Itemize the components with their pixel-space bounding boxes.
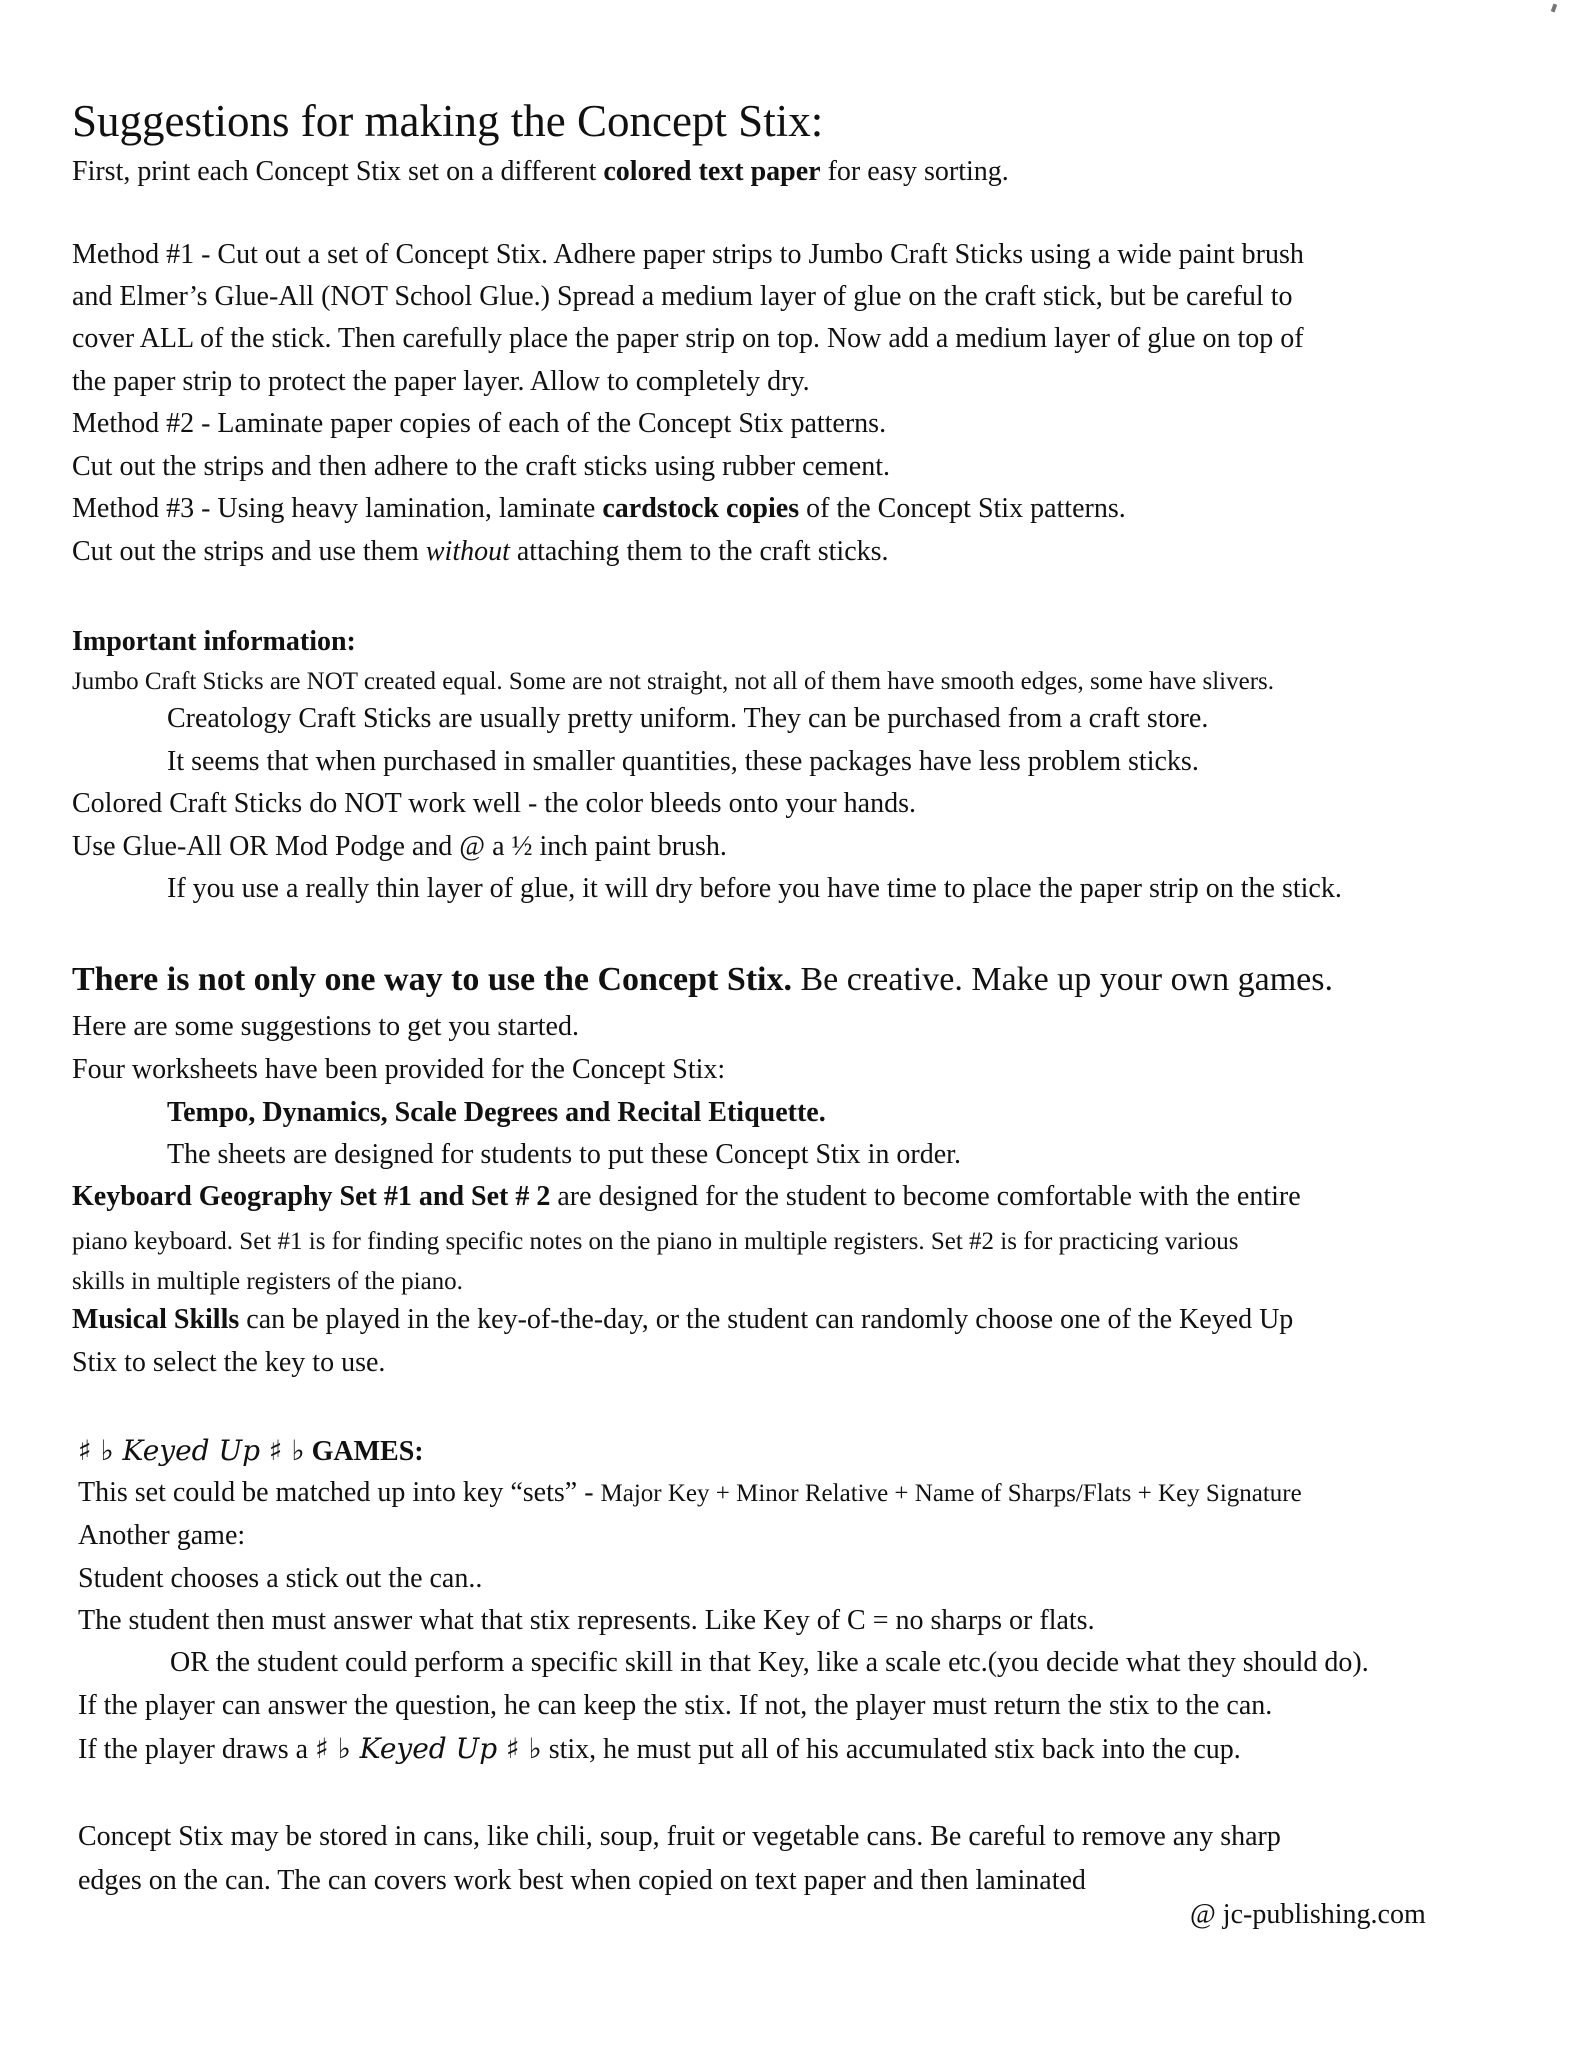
usage-line5-rest: are designed for the student to become comfortable with the entire — [550, 1181, 1301, 1212]
musical-skills-bold: Musical Skills — [72, 1304, 240, 1335]
games-heading-text: GAMES: — [304, 1436, 424, 1467]
keyboard-geography-bold: Keyboard Geography Set #1 and Set # 2 — [72, 1181, 551, 1212]
intro-bold: colored text paper — [603, 156, 821, 187]
usage-line8-rest: can be played in the key-of-the-day, or the student can randomly choose one of the Keyed Up — [239, 1304, 1294, 1335]
games-line6: If the player can answer the question, he can keep the stix. If not, the player must return the stix to the can. — [78, 1690, 1273, 1721]
games-line7 — [78, 1732, 1241, 1767]
storage-line1: Concept Stix may be stored in cans, like chili, soup, fruit or vegetable cans. Be careful to remove any sharp — [78, 1821, 1281, 1852]
important-line6: If you use a really thin layer of glue, it will dry before you have time to place the paper strip on the stick. — [167, 873, 1342, 904]
method3-line2-text: Cut out the strips and use them — [72, 536, 426, 567]
method1-line3: cover ALL of the stick. Then carefully place the paper strip on top. Now add a medium layer of glue on top of — [72, 323, 1304, 354]
usage-line8 — [72, 1303, 1293, 1337]
usage-line9: Stix to select the key to use. — [72, 1347, 386, 1378]
usage-line4: The sheets are designed for students to put these Concept Stix in order. — [167, 1139, 961, 1170]
intro-text-end: for easy sorting. — [820, 156, 1009, 187]
games-line5: OR the student could perform a specific skill in that Key, like a scale etc.(you decide what they should do). — [170, 1647, 1369, 1678]
method3-line2 — [72, 535, 889, 569]
method1-line1: Method #1 - Cut out a set of Concept Stix. Adhere paper strips to Jumbo Craft Sticks using a wide paint brush — [72, 239, 1304, 270]
method3-line2-end: attaching them to the craft sticks. — [509, 536, 889, 567]
method1-line2: and Elmer’s Glue-All (NOT School Glue.) Spread a medium layer of glue on the craft stick, but be careful to — [72, 281, 1293, 312]
method3-text: Method #3 - Using heavy lamination, laminate — [72, 493, 603, 524]
important-line1: Jumbo Craft Sticks are NOT created equal. Some are not straight, not all of them have smooth edges, some have slivers. — [72, 668, 1275, 695]
method3-bold: cardstock copies — [602, 493, 800, 524]
games-line4: The student then must answer what that stix represents. Like Key of C = no sharps or flats. — [78, 1605, 1095, 1636]
usage-line7: skills in multiple registers of the piano. — [72, 1268, 463, 1295]
important-line4: Colored Craft Sticks do NOT work well - the color bleeds onto your hands. — [72, 788, 917, 819]
usage-heading-rest: Be creative. Make up your own games. — [792, 961, 1333, 998]
games-line7-text: If the player draws a — [78, 1734, 316, 1765]
important-heading-text: Important information: — [72, 626, 356, 657]
games-line1 — [78, 1476, 1302, 1511]
method3-text-end: of the Concept Stix patterns. — [799, 493, 1126, 524]
important-heading — [72, 625, 356, 659]
method3-line1 — [72, 492, 1126, 526]
important-line3: It seems that when purchased in smaller quantities, these packages have less problem sticks. — [167, 746, 1199, 777]
method2-line1: Method #2 - Laminate paper copies of each of the Concept Stix patterns. — [72, 408, 887, 439]
games-line3: Student chooses a stick out the can.. — [78, 1563, 483, 1594]
games-line2: Another game: — [78, 1520, 246, 1551]
games-line1-sets: Major Key + Minor Relative + Name of Sharps/Flats + Key Signature — [600, 1480, 1302, 1507]
footer-website: @ jc-publishing.com — [1190, 1899, 1426, 1930]
method1-line4: the paper strip to protect the paper layer. Allow to completely dry. — [72, 366, 810, 397]
usage-line2: Four worksheets have been provided for the Concept Stix: — [72, 1054, 726, 1085]
page-title: Suggestions for making the Concept Stix: — [72, 96, 824, 146]
worksheet-names: Tempo, Dynamics, Scale Degrees and Recital Etiquette. — [167, 1097, 826, 1128]
storage-line2: edges on the can. The can covers work best when copied on text paper and then laminated — [78, 1865, 1086, 1896]
usage-heading-bold: There is not only one way to use the Concept Stix. — [72, 961, 792, 998]
keyed-up-logo: ♯ ♭ Keyed Up ♯ ♭ — [78, 1434, 305, 1467]
intro-line — [72, 155, 1009, 189]
important-line5: Use Glue-All OR Mod Podge and @ a ½ inch paint brush. — [72, 831, 727, 862]
usage-line5 — [72, 1180, 1301, 1214]
games-line7-end: stix, he must put all of his accumulated stix back into the cup. — [541, 1734, 1241, 1765]
important-line2: Creatology Craft Sticks are usually pretty uniform. They can be purchased from a craft store. — [167, 703, 1209, 734]
usage-heading — [72, 960, 1333, 1000]
keyed-up-logo-inline: ♯ ♭ Keyed Up ♯ ♭ — [315, 1732, 542, 1765]
method3-italic: without — [425, 536, 510, 567]
scan-mark — [1551, 4, 1557, 13]
intro-text: First, print each Concept Stix set on a different — [72, 156, 604, 187]
usage-line6: piano keyboard. Set #1 is for finding specific notes on the piano in multiple registers. Set #2 is for practicing various — [72, 1228, 1239, 1255]
games-heading — [78, 1434, 424, 1469]
usage-line1: Here are some suggestions to get you started. — [72, 1011, 579, 1042]
usage-line3 — [167, 1096, 826, 1130]
games-line1-text: This set could be matched up into key “sets” - — [78, 1477, 601, 1508]
method2-line2: Cut out the strips and then adhere to the craft sticks using rubber cement. — [72, 451, 891, 482]
